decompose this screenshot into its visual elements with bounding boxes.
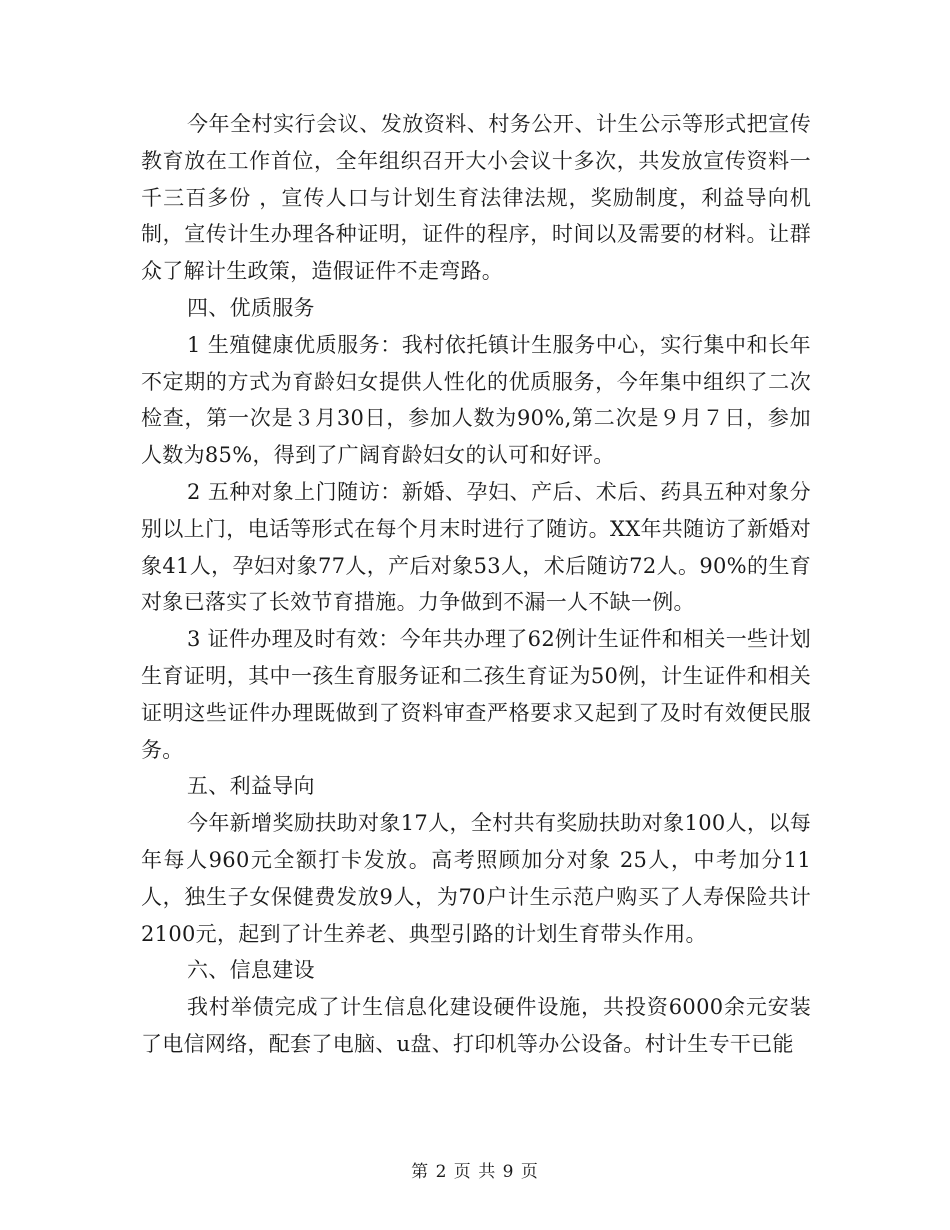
page-number-footer: 第 2 页 共 9 页 (411, 1162, 539, 1182)
paragraph-rewards: 今年新增奖励扶助对象17人，全村共有奖励扶助对象100人，以每年每人960元全额打卡发放。高考照顾加分对象 25人，中考加分11人，独生子女保健费发放9人，为70户计生示范户购买了人寿保险共计2100元，起到了计生养老、典型引路的计划生育带头作用。 (141, 811, 811, 946)
paragraph-publicity: 今年全村实行会议、发放资料、村务公开、计生公示等形式把宣传教育放在工作首位，全年组织召开大小会议十多次，共发放宣传资料一千三百多份 ，宣传人口与计划生育法律法规，奖励制度，利益导向机制，宣传计生办理各种证明，证件的程序，时间以及需要的材料。让群众了解计生政策，造假证件不走弯路。 (141, 112, 811, 284)
paragraph-certificates: 3 证件办理及时有效：今年共办理了62例计生证件和相关一些计划生育证明，其中一孩生育服务证和二孩生育证为50例，计生证件和相关证明这些证件办理既做到了资料审查严格要求又起到了及时有效便民服务。 (141, 627, 811, 762)
section-heading-benefit-guidance: 五、利益导向 (187, 774, 315, 799)
paragraph-information: 我村举债完成了计生信息化建设硬件设施，共投资6000余元安装了电信网络，配套了电脑、u盘、打印机等办公设备。村计生专干已能 (141, 995, 811, 1056)
paragraph-reproductive-health: 1 生殖健康优质服务：我村依托镇计生服务中心，实行集中和长年不定期的方式为育龄妇女提供人性化的优质服务，今年集中组织了二次检查，第一次是３月30日，参加人数为90%,第二次是９月７日，参加人数为85%，得到了广阔育龄妇女的认可和好评。 (141, 332, 811, 468)
section-heading-quality-service: 四、优质服务 (187, 295, 315, 320)
paragraph-home-visits: 2 五种对象上门随访：新婚、孕妇、产后、术后、药具五种对象分别以上门，电话等形式在每个月末时进行了随访。XX年共随访了新婚对象41人，孕妇对象77人，产后对象53人，术后随访72人。90%的生育对象已落实了长效节育措施。力争做到不漏一人不缺一例。 (141, 479, 811, 615)
document-body (141, 106, 811, 1063)
section-heading-information-construction: 六、信息建设 (187, 958, 315, 983)
